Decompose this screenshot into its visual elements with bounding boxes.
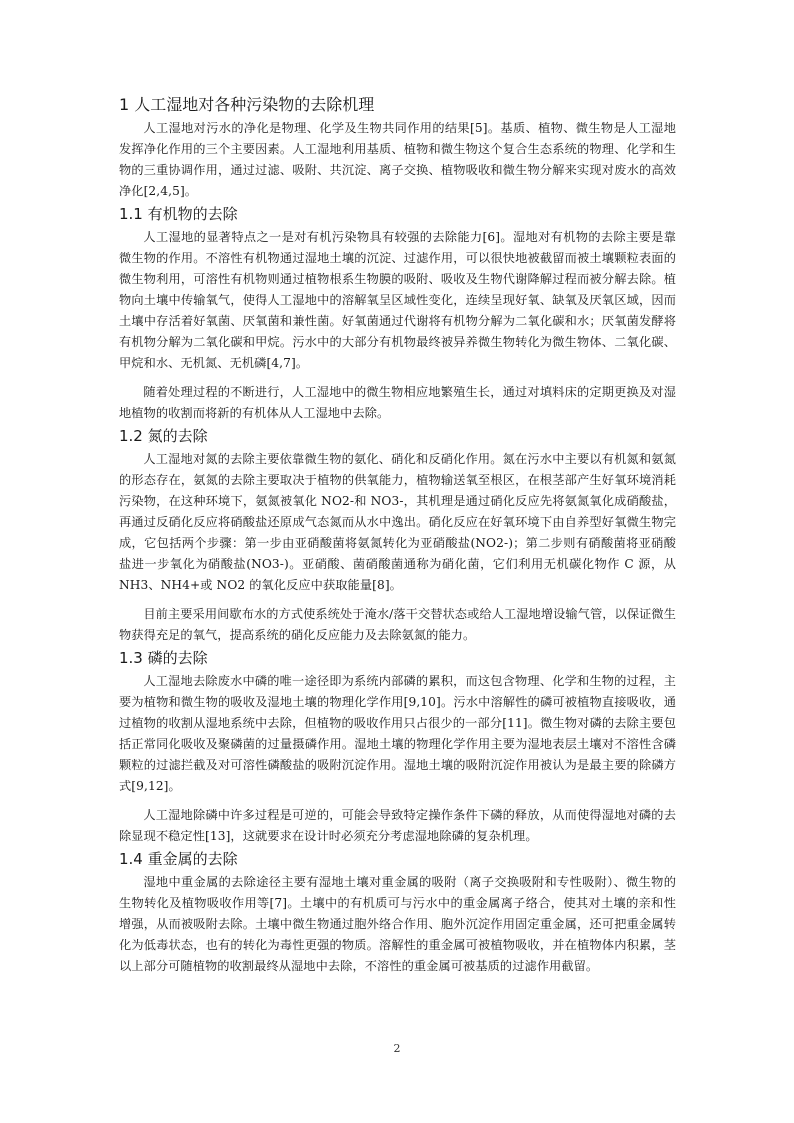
section-heading-1-2: 1.2 氮的去除 — [119, 427, 208, 445]
section-1-1-paragraph-2: 随着处理过程的不断进行，人工湿地中的微生物相应地繁殖生长，通过对填料床的定期更换及对湿地植物的收割而将新的有机体从人工湿地中去除。 — [119, 385, 676, 420]
section-heading-1: 1 人工湿地对各种污染物的去除机理 — [119, 95, 375, 114]
section-1-paragraph-1: 人工湿地对污水的净化是物理、化学及生物共同作用的结果[5]。基质、植物、微生物是人工湿地发挥净化作用的三个主要因素。人工湿地利用基质、植物和微生物这个复合生态系统的物理、化学和生物的三重协调作用，通过过滤、吸附、共沉淀、离子交换、植物吸收和微生物分解来实现对废水的高效净化[2,4,5]。 — [119, 121, 676, 198]
document-body — [119, 90, 676, 977]
section-1-1-paragraph-1: 人工湿地的显著特点之一是对有机污染物具有较强的去除能力[6]。湿地对有机物的去除主要是靠微生物的作用。不溶性有机物通过湿地土壤的沉淀、过滤作用，可以很快地被截留而被土壤颗粒表面的微生物利用，可溶性有机物则通过植物根系生物膜的吸附、吸收及生物代谢降解过程而被分解去除。植物向土壤中传输氧气，使得人工湿地中的溶解氧呈区域性变化，连续呈现好氧、缺氧及厌氧区域，因而土壤中存活着好氧菌、厌氧菌和兼性菌。好氧菌通过代谢将有机物分解为二氧化碳和水；厌氧菌发酵将有机物分解为二氧化碳和甲烷。污水中的大部分有机物最终被异养微生物转化为微生物体、二氧化碳、甲烷和水、无机氮、无机磷[4,7]。 — [119, 230, 676, 370]
section-1-2-paragraph-2: 目前主要采用间歇布水的方式使系统处于淹水/落干交替状态或给人工湿地增设输气管，以保证微生物获得充足的氧气，提高系统的硝化反应能力及去除氨氮的能力。 — [119, 607, 676, 642]
section-1-4-paragraph-1: 湿地中重金属的去除途径主要有湿地土壤对重金属的吸附（离子交换吸附和专性吸附）、微生物的生物转化及植物吸收作用等[7]。土壤中的有机质可与污水中的重金属离子络合，使其对土壤的亲和性增强，从而被吸附去除。土壤中微生物通过胞外络合作用、胞外沉淀作用固定重金属，还可把重金属转化为低毒状态，也有的转化为毒性更强的物质。溶解性的重金属可被植物吸收，并在植物体内积累，茎以上部分可随植物的收割最终从湿地中去除，不溶性的重金属可被基质的过滤作用截留。 — [119, 875, 676, 973]
section-heading-1-3: 1.3 磷的去除 — [119, 649, 208, 667]
section-1-2-paragraph-1: 人工湿地对氮的去除主要依靠微生物的氨化、硝化和反硝化作用。氮在污水中主要以有机氮和氨氮的形态存在，氨氮的去除主要取决于植物的供氧能力，植物输送氧至根区，在根茎部产生好氧环境消耗污染物，在这种环境下，氨氮被氧化 NO2-和 NO3-，其机理是通过硝化反应先将氨氮氧化成硝酸盐，再通过反硝化反应将硝酸盐还原成气态氮而从水中逸出。硝化反应在好氧环境下由自养型好氧微生物完成，它包括两个步骤：第一步由亚硝酸菌将氨氮转化为亚硝酸盐(NO2-)；第二步则有硝酸菌将亚硝酸盐进一步氧化为硝酸盐(NO3-)。亚硝酸、菌硝酸菌通称为硝化菌，它们利用无机碳化物作 C 源，从 NH3、NH4+或 NO2 的氧化反应中获取能量[8]。 — [119, 452, 676, 592]
section-heading-1-1: 1.1 有机物的去除 — [119, 205, 238, 223]
page-number: 2 — [393, 1042, 401, 1055]
section-1-3-paragraph-1: 人工湿地去除废水中磷的唯一途径即为系统内部磷的累积，而这包含物理、化学和生物的过程，主要为植物和微生物的吸收及湿地土壤的物理化学作用[9,10]。污水中溶解性的磷可被植物直接吸收，通过植物的收割从湿地系统中去除，但植物的吸收作用只占很少的一部分[11]。微生物对磷的去除主要包括正常同化吸收及聚磷菌的过量摄磷作用。湿地土壤的物理化学作用主要为湿地表层土壤对不溶性含磷颗粒的过滤拦截及对可溶性磷酸盐的吸附沉淀作用。湿地土壤的吸附沉淀作用被认为是最主要的除磷方式[9,12]。 — [119, 674, 676, 793]
section-heading-1-4: 1.4 重金属的去除 — [119, 850, 238, 868]
section-1-3-paragraph-2: 人工湿地除磷中许多过程是可逆的，可能会导致特定操作条件下磷的释放，从而使得湿地对磷的去除显现不稳定性[13]，这就要求在设计时必须充分考虑湿地除磷的复杂机理。 — [119, 808, 676, 843]
